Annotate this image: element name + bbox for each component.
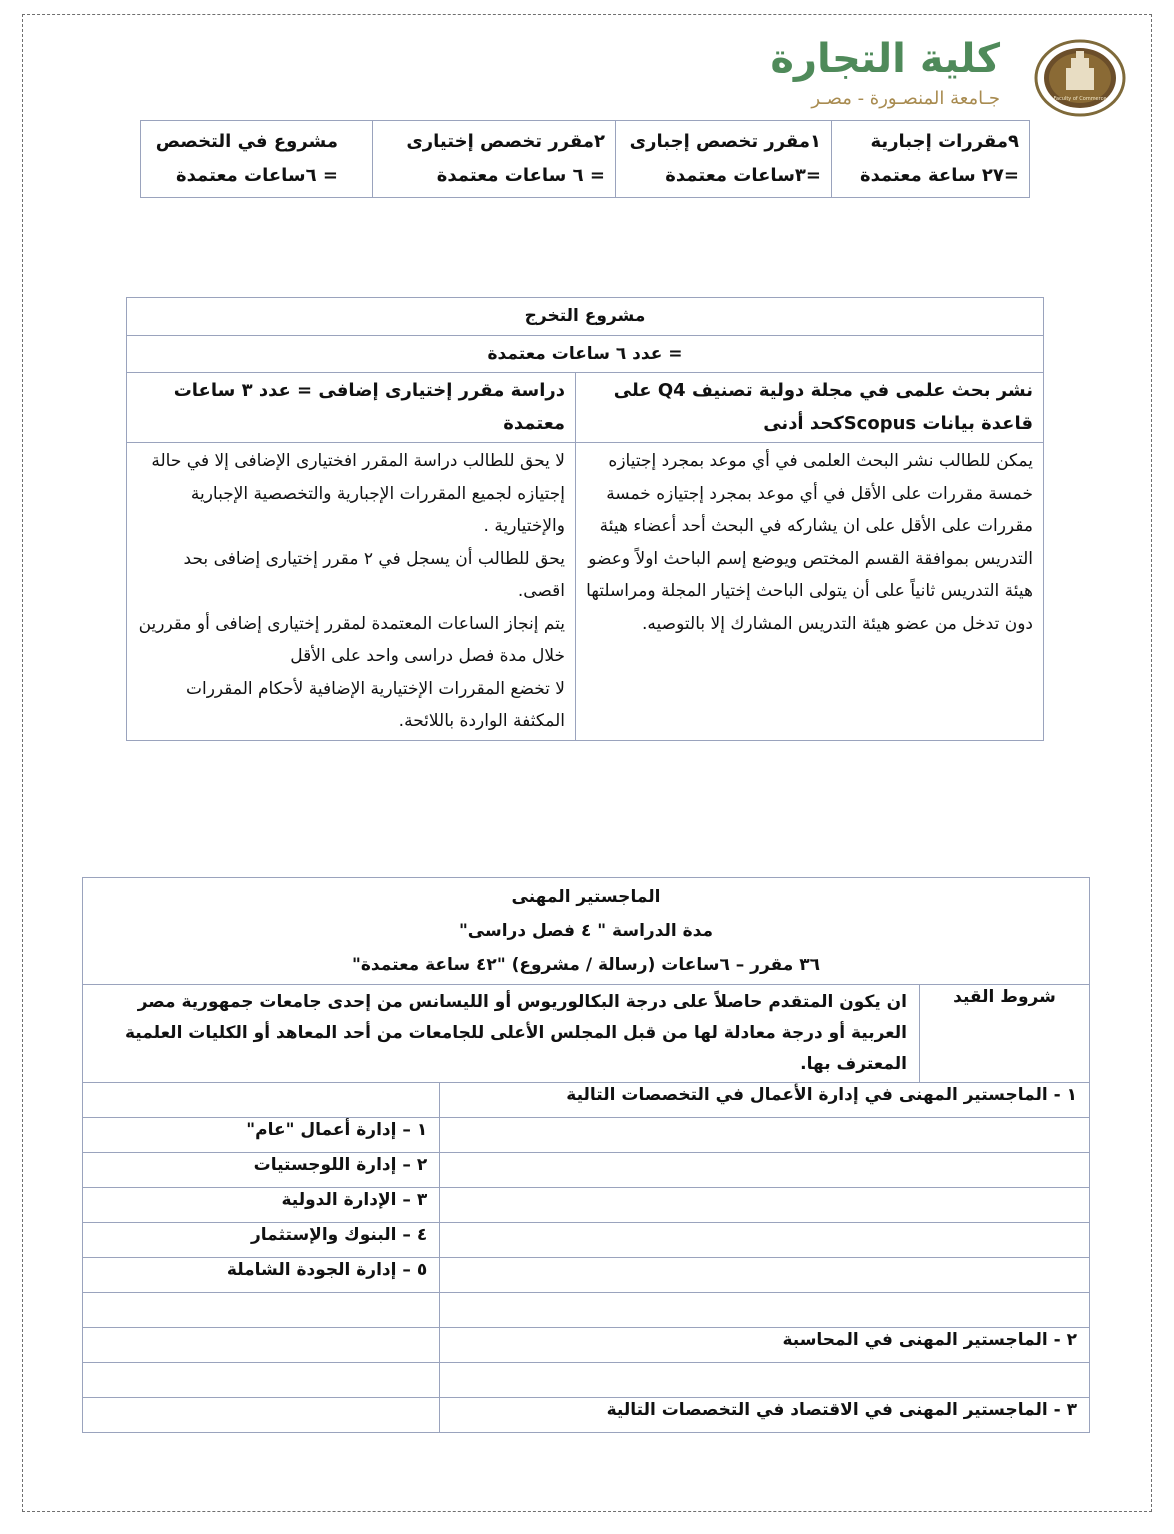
table-row — [127, 298, 1044, 336]
table-row — [83, 1258, 1090, 1293]
table-row — [83, 1223, 1090, 1258]
table-row — [83, 1153, 1090, 1188]
section-accounting: ٢ - الماجستير المهنى في المحاسبة — [440, 1328, 1090, 1363]
empty-cell — [83, 1363, 440, 1398]
specialization-item: ٣ – الإدارة الدولية — [83, 1188, 440, 1223]
credits-cell: ٩مقررات إجبارية =٢٧ ساعة معتمدة — [832, 121, 1030, 198]
masters-header — [83, 878, 1090, 985]
credits-cell: ٢مقرر تخصص إختيارى = ٦ ساعات معتمدة — [373, 121, 616, 198]
empty-cell — [440, 1293, 1090, 1328]
table-row — [83, 1188, 1090, 1223]
credits-cell: مشروع في التخصص = ٦ساعات معتمدة — [141, 121, 373, 198]
table-row — [83, 1118, 1090, 1153]
college-seal-icon — [1030, 38, 1130, 118]
table-row — [83, 1328, 1090, 1363]
empty-cell — [83, 1293, 440, 1328]
empty-cell — [440, 1188, 1090, 1223]
specialization-item: ٤ – البنوك والإستثمار — [83, 1223, 440, 1258]
project-hours: = عدد ٦ ساعات معتمدة — [127, 335, 1044, 373]
empty-cell — [440, 1223, 1090, 1258]
admission-label: شروط القيد — [920, 985, 1090, 1083]
table-row — [83, 1398, 1090, 1433]
table-row — [127, 443, 1044, 741]
seal-text: Faculty of Commerce — [1053, 96, 1107, 102]
admission-text: ان يكون المتقدم حاصلاً على درجة البكالوريوس أو الليسانس من إحدى جامعات جمهورية مصر العربية أو درجة معادلة لها من قبل المجلس الأعلى للجامعات من أحد المعاهد أو الكليات العلمية المعترف بها. — [83, 985, 920, 1083]
elective-conditions: لا يحق للطالب دراسة المقرر افختيارى الإضافى إلا في حالة إجتيازه لجميع المقررات الإجبارية والتخصصية الإجبارية والإختيارية . يحق للطالب أن يسجل في ٢ مقرر إختيارى إضافى بحد اقصى. يتم إنجاز الساعات المعتمدة لمقرر إختيارى إضافى أو مقررين خلال مدة فصل دراسى واحد على الأقل لا تخضع المقررات الإختيارية الإضافية لأحكام المقررات المكثفة الواردة باللائحة. — [127, 443, 576, 741]
section-economics: ٣ - الماجستير المهنى في الاقتصاد في التخصصات التالية — [440, 1398, 1090, 1433]
empty-cell — [440, 1118, 1090, 1153]
table-row — [127, 373, 1044, 443]
empty-cell — [83, 1083, 440, 1118]
empty-cell — [83, 1398, 440, 1433]
specialization-item: ٥ – إدارة الجودة الشاملة — [83, 1258, 440, 1293]
project-title: مشروع التخرج — [127, 298, 1044, 336]
table-row — [83, 878, 1090, 985]
publish-conditions: يمكن للطالب نشر البحث العلمى في أي موعد بمجرد إجتيازه خمسة مقررات على الأقل في أي موعد بمجرد إجتيازه خمسة مقررات على الأقل على ان يشاركه في البحث أحد أعضاء هيئة التدريس بموافقة القسم المختص ويوضع إسم الباحث اولاً وعضو هيئة التدريس ثانياً على أن يتولى الباحث إختيار المجلة ومراسلتها دون تدخل من عضو هيئة التدريس المشارك إلا بالتوصيه. — [576, 443, 1044, 741]
table-row — [83, 1363, 1090, 1398]
table-row — [83, 1293, 1090, 1328]
university-line: جـامعة المنصـورة - مصـر — [811, 88, 1000, 109]
empty-cell — [440, 1363, 1090, 1398]
specialization-item: ١ – إدارة أعمال "عام" — [83, 1118, 440, 1153]
college-header — [770, 30, 1140, 120]
credits-cell: ١مقرر تخصص إجبارى =٣ساعات معتمدة — [616, 121, 832, 198]
empty-cell — [440, 1153, 1090, 1188]
table-row — [127, 335, 1044, 373]
table-row — [83, 1083, 1090, 1118]
specialization-item: ٢ – إدارة اللوجستيات — [83, 1153, 440, 1188]
table-row — [141, 121, 1030, 198]
graduation-project-table — [126, 297, 1044, 741]
college-name: كلية التجارة — [770, 36, 1000, 82]
section-business-admin: ١ - الماجستير المهنى في إدارة الأعمال في التخصصات التالية — [440, 1083, 1090, 1118]
credits-table — [140, 120, 1030, 198]
empty-cell — [83, 1328, 440, 1363]
professional-masters-table — [82, 877, 1090, 1433]
empty-cell — [440, 1258, 1090, 1293]
table-row — [83, 985, 1090, 1083]
masters-duration: مدة الدراسة " ٤ فصل دراسى" — [458, 921, 714, 941]
masters-title: الماجستير المهنى — [511, 887, 661, 907]
option-publish-title: نشر بحث علمى في مجلة دولية تصنيف Q4 على قاعدة بيانات Scopusكحد أدنى — [576, 373, 1044, 443]
masters-structure: ٣٦ مقرر – ٦ساعات (رسالة / مشروع) "٤٢ ساعة معتمدة" — [352, 955, 820, 975]
option-elective-title: دراسة مقرر إختيارى إضافى = عدد ٣ ساعات معتمدة — [127, 373, 576, 443]
